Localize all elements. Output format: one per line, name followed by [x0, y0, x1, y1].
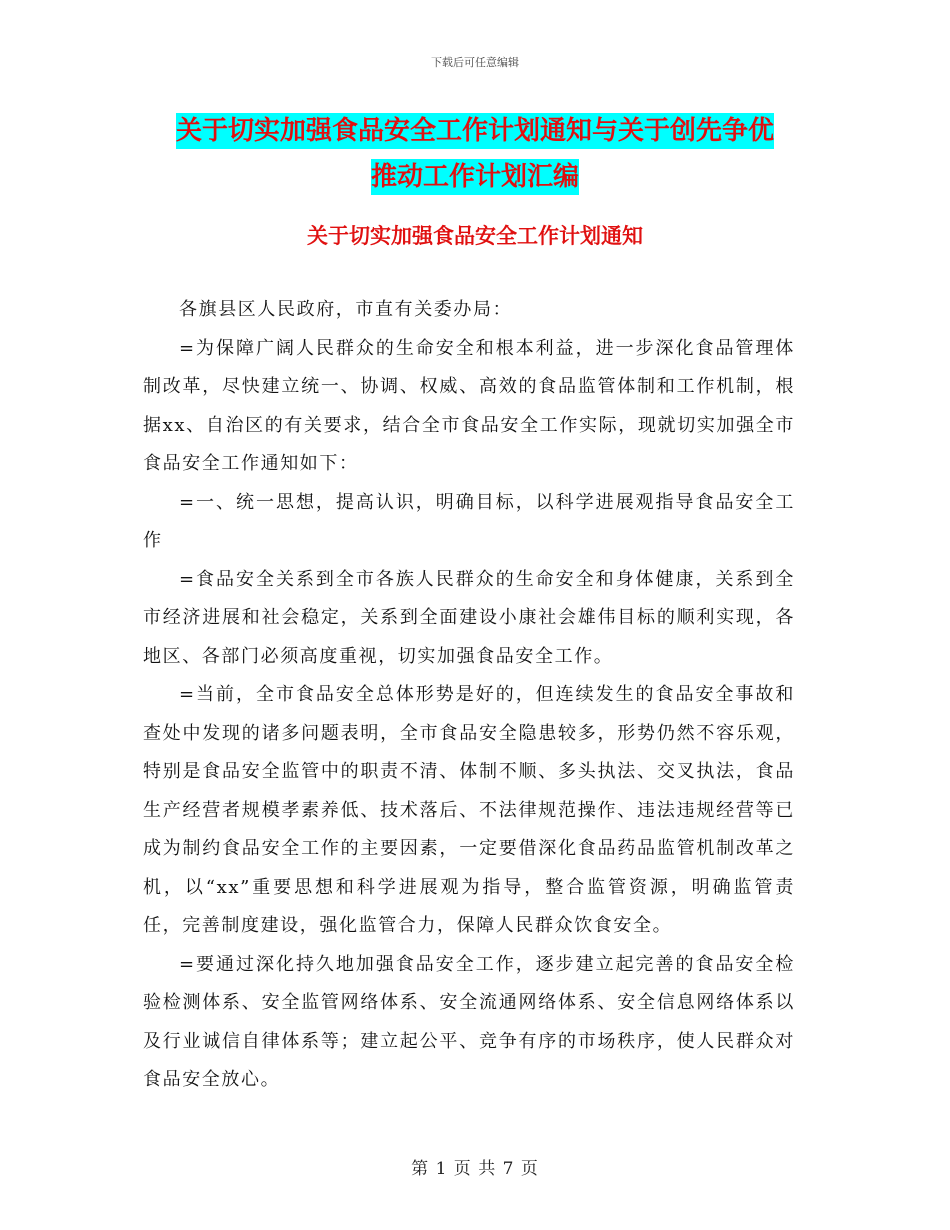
- document-title-line-1: 关于切实加强食品安全工作计划通知与关于创先争优: [176, 113, 774, 149]
- salutation-paragraph: 各旗县区人民政府，市直有关委办局：: [179, 299, 513, 320]
- document-title-line-2: 推动工作计划汇编: [371, 159, 579, 195]
- body-paragraph: =当前，全市食品安全总体形势是好的，但连续发生的食品安全事故和查处中发现的诸多问题表明，全市食品安全隐患较多，形势仍然不容乐观，特别是食品安全监管中的职责不清、体制不顺、多头执法、交叉执法，食品生产经营者规模孝素养低、技术落后、不法律规范操作、违法违规经营等已成为制约食品安全工作的主要因素，一定要借深化食品药品监管机制改革之机，以“xx”重要思想和科学进展观为指导，整合监管资源，明确监管责任，完善制度建设，强化监管合力，保障人民群众饮食安全。: [143, 684, 795, 936]
- page-number: 第 1 页 共 7 页: [411, 1159, 539, 1179]
- body-paragraph: =一、统一思想，提高认识，明确目标，以科学进展观指导食品安全工作: [143, 491, 795, 551]
- body-paragraph: =为保障广阔人民群众的生命安全和根本利益，进一步深化食品管理体制改革，尽快建立统一、协调、权威、高效的食品监管体制和工作机制，根据xx、自治区的有关要求，结合全市食品安全工作实际，现就切实加强全市食品安全工作通知如下：: [143, 337, 795, 474]
- body-paragraph: =食品安全关系到全市各族人民群众的生命安全和身体健康，关系到全市经济进展和社会稳定，关系到全面建设小康社会雄伟目标的顺利实现，各地区、各部门必须高度重视，切实加强食品安全工作。: [143, 568, 795, 667]
- section-title: 关于切实加强食品安全工作计划通知: [307, 224, 643, 248]
- page-header-note: 下载后可任意编辑: [431, 56, 519, 69]
- body-paragraph: =要通过深化持久地加强食品安全工作，逐步建立起完善的食品安全检验检测体系、安全监管网络体系、安全流通网络体系、安全信息网络体系以及行业诚信自律体系等；建立起公平、竞争有序的市场秩序，使人民群众对食品安全放心。: [143, 953, 795, 1090]
- document-title: [0, 108, 950, 200]
- document-body: [143, 291, 795, 1100]
